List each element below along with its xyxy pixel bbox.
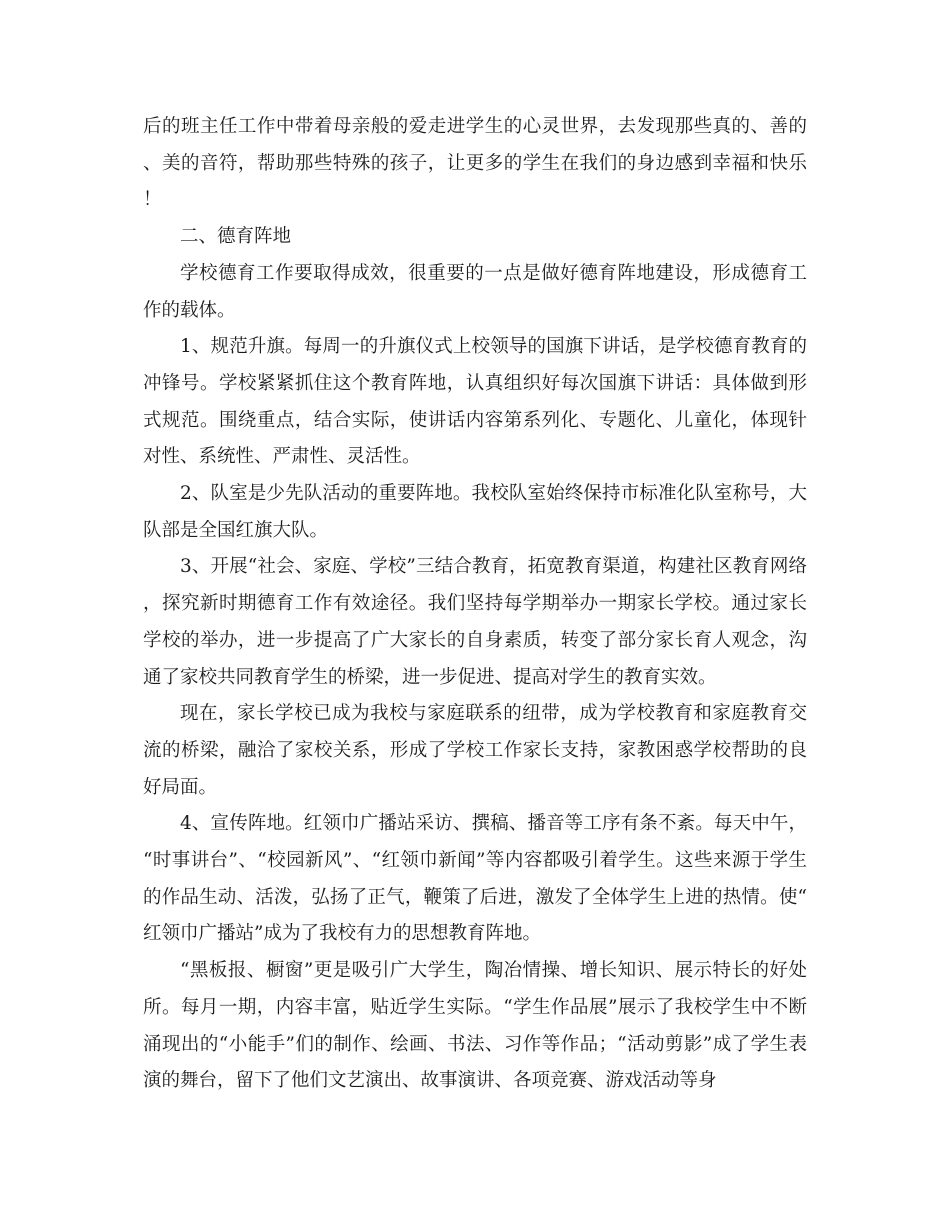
paragraph-parent-school: 现在，家长学校已成为我校与家庭联系的纽带，成为学校教育和家庭教育交流的桥梁，融洽了家校关系，形成了学校工作家长支持，家教困惑学校帮助的良好局面。 bbox=[143, 703, 807, 798]
paragraph-item-2-team-room: 2、队室是少先队活动的重要阵地。我校队室始终保持市标准化队室称号，大队部是全国红旗大队。 bbox=[143, 483, 807, 541]
paragraph-item-4-publicity: 4、宣传阵地。红领巾广播站采访、撰稿、播音等工序有条不紊。每天中午，“时事讲台”、“校园新风”、“红领巾新闻”等内容都吸引着学生。这些来源于学生的作品生动、活泼，弘扬了正气，鞭策了后进，激发了全体学生上进的热情。使“红领巾广播站”成为了我校有力的思想教育阵地。 bbox=[143, 813, 807, 945]
section-heading-moral-education-base: 二、德育阵地 bbox=[180, 226, 292, 248]
paragraph-item-3-three-way-education: 3、开展“社会、家庭、学校”三结合教育，拓宽教育渠道，构建社区教育网络，探究新时期德育工作有效途径。我们坚持每学期举办一期家长学校。通过家长学校的举办，进一步提高了广大家长的自身素质，转变了部分家长育人观念，沟通了家校共同教育学生的桥梁，进一步促进、提高对学生的教育实效。 bbox=[143, 556, 807, 688]
body-text bbox=[143, 109, 807, 1100]
paragraph-item-1-flag-raising: 1、规范升旗。每周一的升旗仪式上校领导的国旗下讲话，是学校德育教育的冲锋号。学校紧紧抓住这个教育阵地，认真组织好每次国旗下讲话：具体做到形式规范。围绕重点，结合实际，使讲话内容第系列化、专题化、儿童化，体现针对性、系统性、严肃性、灵活性。 bbox=[143, 336, 807, 468]
paragraph-continuation: 后的班主任工作中带着母亲般的爱走进学生的心灵世界，去发现那些真的、善的、美的音符，帮助那些特殊的孩子，让更多的学生在我们的身边感到幸福和快乐！ bbox=[143, 116, 807, 211]
paragraph-blackboard-showcase: “黑板报、橱窗”更是吸引广大学生，陶冶情操、增长知识、展示特长的好处所。每月一期，内容丰富，贴近学生实际。“学生作品展”展示了我校学生中不断涌现出的“小能手”们的制作、绘画、书法、习作等作品；“活动剪影”成了学生表演的舞台，留下了他们文艺演出、故事演讲、各项竞赛、游戏活动等身 bbox=[143, 960, 807, 1092]
paragraph-intro: 学校德育工作要取得成效，很重要的一点是做好德育阵地建设，形成德育工作的载体。 bbox=[143, 262, 807, 321]
